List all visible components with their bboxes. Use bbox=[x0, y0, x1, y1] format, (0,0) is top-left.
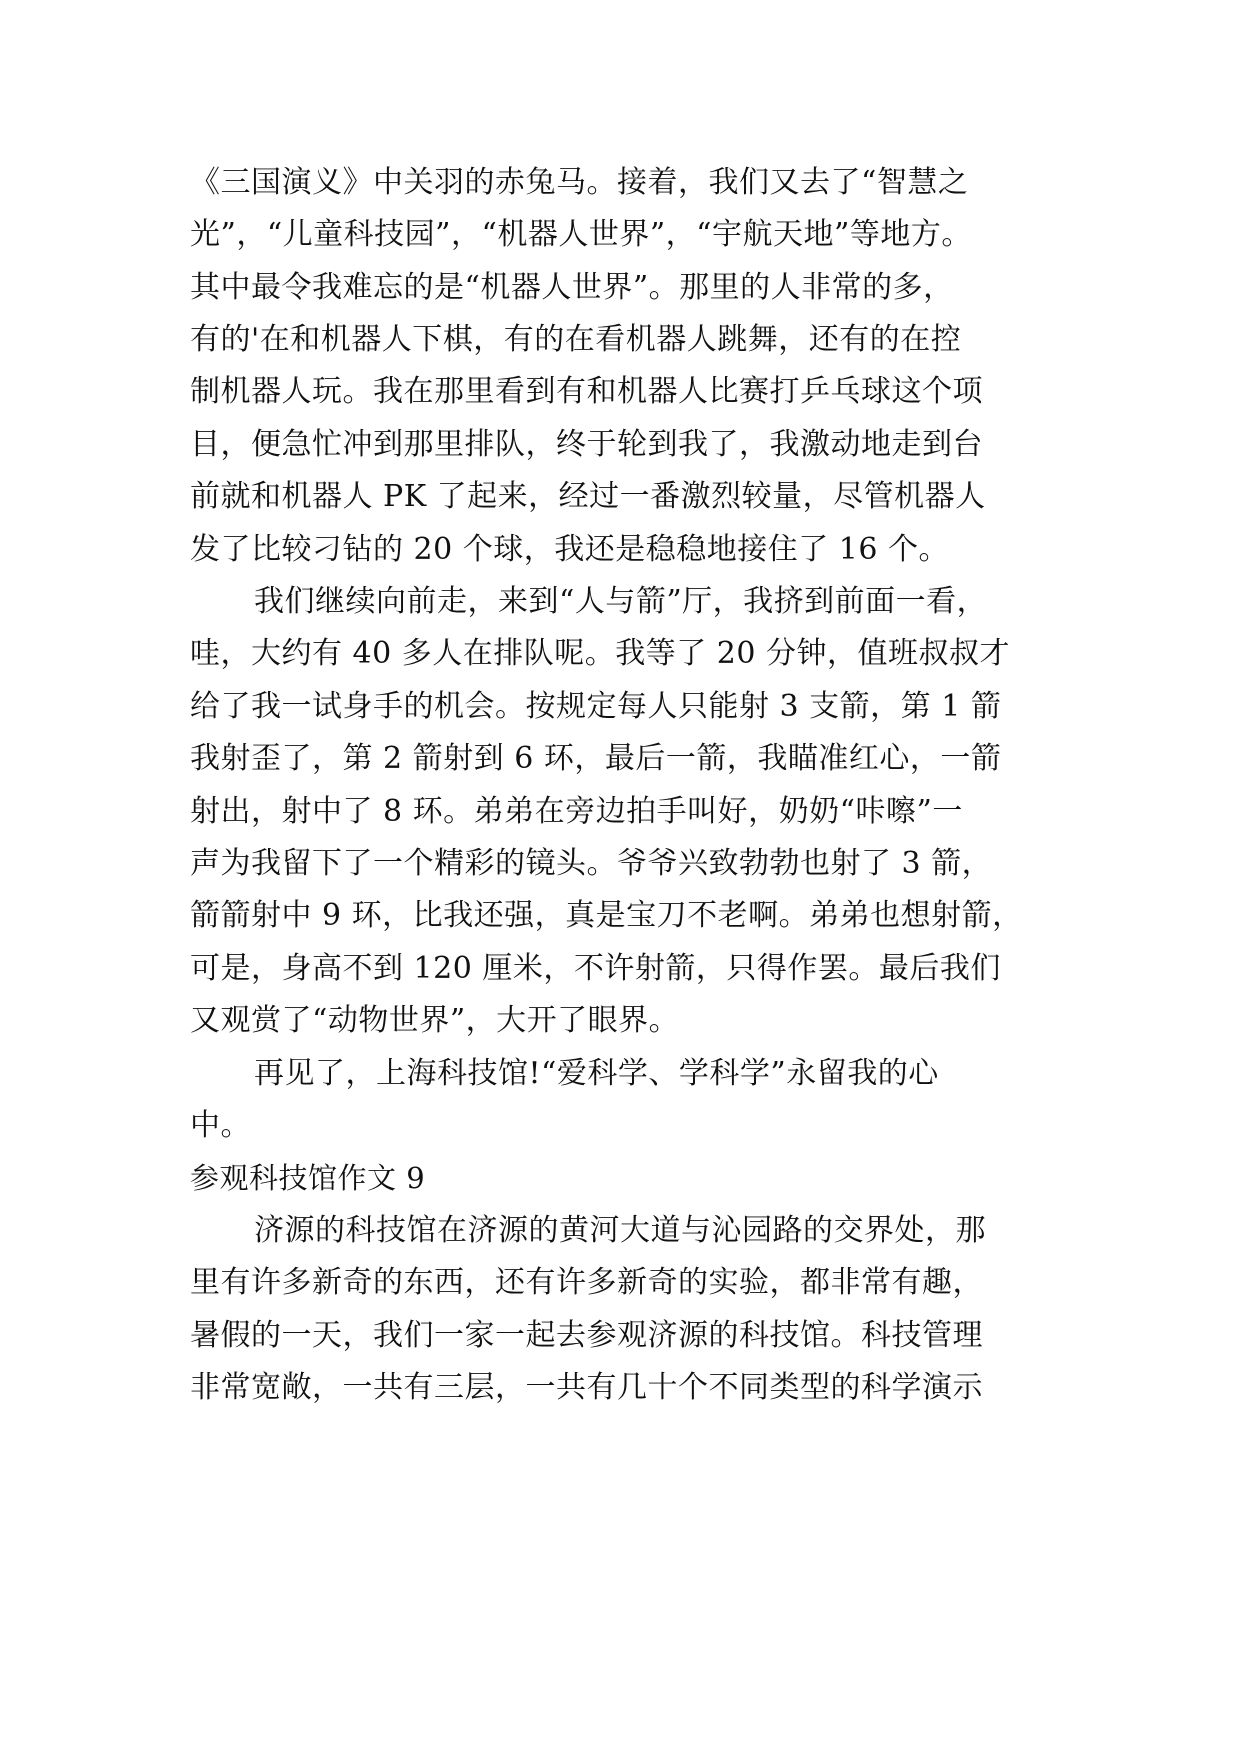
text-line: 声为我留下了一个精彩的镜头。爷爷兴致勃勃也射了 3 箭， bbox=[190, 846, 993, 881]
text-line: 制机器人玩。我在那里看到有和机器人比赛打乒乓球这个项 bbox=[190, 374, 983, 409]
text-line: 可是，身高不到 120 厘米，不许射箭，只得作罢。最后我们 bbox=[190, 951, 1001, 986]
paragraph-start-line: 济源的科技馆在济源的黄河大道与沁园路的交界处，那 bbox=[254, 1213, 986, 1248]
text-line: 给了我一试身手的机会。按规定每人只能射 3 支箭，第 1 箭 bbox=[190, 689, 1002, 724]
text-line: 光”，“儿童科技园”，“机器人世界”，“宇航天地”等地方。 bbox=[190, 217, 972, 252]
text-line: 哇，大约有 40 多人在排队呢。我等了 20 分钟，值班叔叔才 bbox=[190, 636, 1010, 671]
text-line: 前就和机器人 PK 了起来，经过一番激烈较量，尽管机器人 bbox=[190, 479, 986, 514]
text-line: 箭箭射中 9 环，比我还强，真是宝刀不老啊。弟弟也想射箭， bbox=[190, 898, 1023, 933]
text-line: 目，便急忙冲到那里排队，终于轮到我了，我激动地走到台 bbox=[190, 427, 983, 462]
section-heading: 参观科技馆作文 9 bbox=[190, 1161, 426, 1195]
paragraph-start-line: 再见了，上海科技馆!“爱科学、学科学”永留我的心 bbox=[254, 1056, 939, 1091]
text-line: 中。 bbox=[190, 1108, 251, 1143]
text-line: 暑假的一天，我们一家一起去参观济源的科技馆。科技管理 bbox=[190, 1318, 983, 1353]
text-line: 我射歪了，第 2 箭射到 6 环，最后一箭，我瞄准红心，一箭 bbox=[190, 741, 1002, 776]
text-line: 非常宽敞，一共有三层，一共有几十个不同类型的科学演示 bbox=[190, 1370, 983, 1405]
text-line: 里有许多新奇的东西，还有许多新奇的实验，都非常有趣， bbox=[190, 1265, 983, 1300]
text-line: 其中最令我难忘的是“机器人世界”。那里的人非常的多， bbox=[190, 270, 954, 305]
text-line: 《三国演义》中关羽的赤兔马。接着，我们又去了“智慧之 bbox=[190, 165, 969, 200]
paragraph-start-line: 我们继续向前走，来到“人与箭”厅，我挤到前面一看， bbox=[254, 584, 988, 619]
text-line: 又观赏了“动物世界”，大开了眼界。 bbox=[190, 1003, 680, 1038]
text-line: 发了比较刁钻的 20 个球，我还是稳稳地接住了 16 个。 bbox=[190, 532, 949, 567]
text-line: 有的'在和机器人下棋，有的在看机器人跳舞，还有的在控 bbox=[190, 322, 962, 357]
text-line: 射出，射中了 8 环。弟弟在旁边拍手叫好，奶奶“咔嚓”一 bbox=[190, 794, 963, 829]
